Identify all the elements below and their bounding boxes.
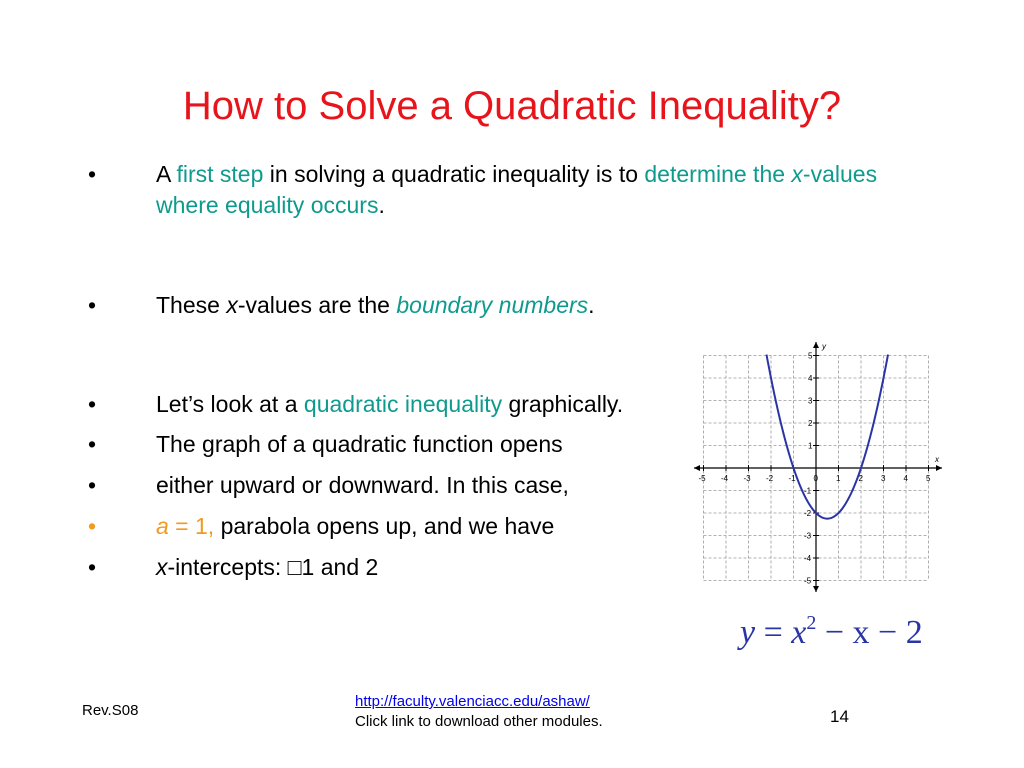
text-run: boundary numbers <box>396 292 589 318</box>
modules-link[interactable]: http://faculty.valenciacc.edu/ashaw/ <box>355 693 590 710</box>
text-run: x <box>226 292 238 318</box>
y-tick-label: 3 <box>808 396 813 406</box>
parabola-curve <box>767 355 889 519</box>
x-tick-label: 5 <box>926 474 931 483</box>
x-tick-label: 0 <box>813 474 818 483</box>
link-caption: Click link to download other modules. <box>355 713 603 730</box>
x-tick-label: -1 <box>788 474 796 483</box>
x-tick-label: -4 <box>721 474 729 483</box>
equation-exponent: 2 <box>806 612 817 634</box>
bullet-dot: • <box>88 161 97 187</box>
revision-label: Rev.S08 <box>82 702 139 719</box>
x-tick-label: 1 <box>836 474 841 483</box>
x-tick-label: 2 <box>858 474 863 483</box>
text-run: □1 and 2 <box>287 554 379 580</box>
y-tick-label: -4 <box>804 554 812 563</box>
text-run: = 1, <box>168 513 215 539</box>
bullet-dot: • <box>88 391 97 417</box>
equation-y: y <box>740 614 756 651</box>
text-run: A <box>156 161 177 187</box>
bullet-dot: • <box>88 292 97 318</box>
y-tick-label: -3 <box>804 531 812 541</box>
x-axis-arrow <box>694 465 700 471</box>
y-axis-arrow <box>813 342 819 348</box>
bullet-text <box>156 290 896 321</box>
text-run: parabola opens up, and we have <box>214 513 555 539</box>
x-tick-label: -2 <box>766 474 774 483</box>
text-run: -intercepts: <box>167 554 288 580</box>
text-run: Let’s look at a <box>156 391 304 417</box>
y-axis-label: y <box>822 342 826 351</box>
x-tick-label: -5 <box>698 474 706 483</box>
y-tick-label: -2 <box>804 509 812 518</box>
y-tick-label: 2 <box>808 419 813 428</box>
text-run: x <box>156 554 168 580</box>
y-tick-label: 4 <box>808 374 813 383</box>
text-run: The graph of a quadratic function opens <box>156 431 563 457</box>
text-run: in solving a quadratic inequality is to <box>263 161 645 187</box>
bullet-text <box>156 159 896 221</box>
text-run: graphically. <box>502 391 624 417</box>
text-run: . <box>378 192 385 218</box>
x-axis-label: x <box>935 455 939 464</box>
text-run: first step <box>176 161 264 187</box>
equation-rest: − x − 2 <box>824 614 923 651</box>
equation-x: x <box>791 614 807 651</box>
y-tick-label: -5 <box>804 576 812 586</box>
text-run: -values are the <box>237 292 397 318</box>
text-run: x <box>791 161 803 187</box>
x-tick-label: 3 <box>881 474 886 483</box>
graph-svg <box>690 340 950 595</box>
bullet-dot: • <box>88 513 97 539</box>
page-number: 14 <box>830 707 849 726</box>
footer-link-block <box>355 692 603 732</box>
bullet-dot: • <box>88 554 97 580</box>
text-run: determine the <box>644 161 792 187</box>
text-run: -values where equality occurs <box>156 161 878 218</box>
bullet-dot: • <box>88 472 97 498</box>
text-run: a <box>156 513 169 539</box>
y-tick-label: -1 <box>804 486 812 496</box>
y-tick-label: 1 <box>808 441 813 451</box>
function-equation <box>740 612 923 652</box>
text-run: either upward or downward. In this case, <box>156 472 569 498</box>
x-tick-label: -3 <box>743 474 751 483</box>
parabola-graph <box>690 340 950 595</box>
text-run: . <box>588 292 595 318</box>
equation-equals: = <box>763 614 783 651</box>
text-run: quadratic inequality <box>303 391 503 417</box>
y-tick-label: 5 <box>808 351 813 361</box>
x-axis-arrow <box>936 465 942 471</box>
bullet-dot: • <box>88 431 97 457</box>
y-axis-arrow <box>813 586 819 592</box>
text-run: These <box>156 292 227 318</box>
slide-title: How to Solve a Quadratic Inequality? <box>182 84 842 128</box>
x-tick-label: 4 <box>903 474 908 483</box>
